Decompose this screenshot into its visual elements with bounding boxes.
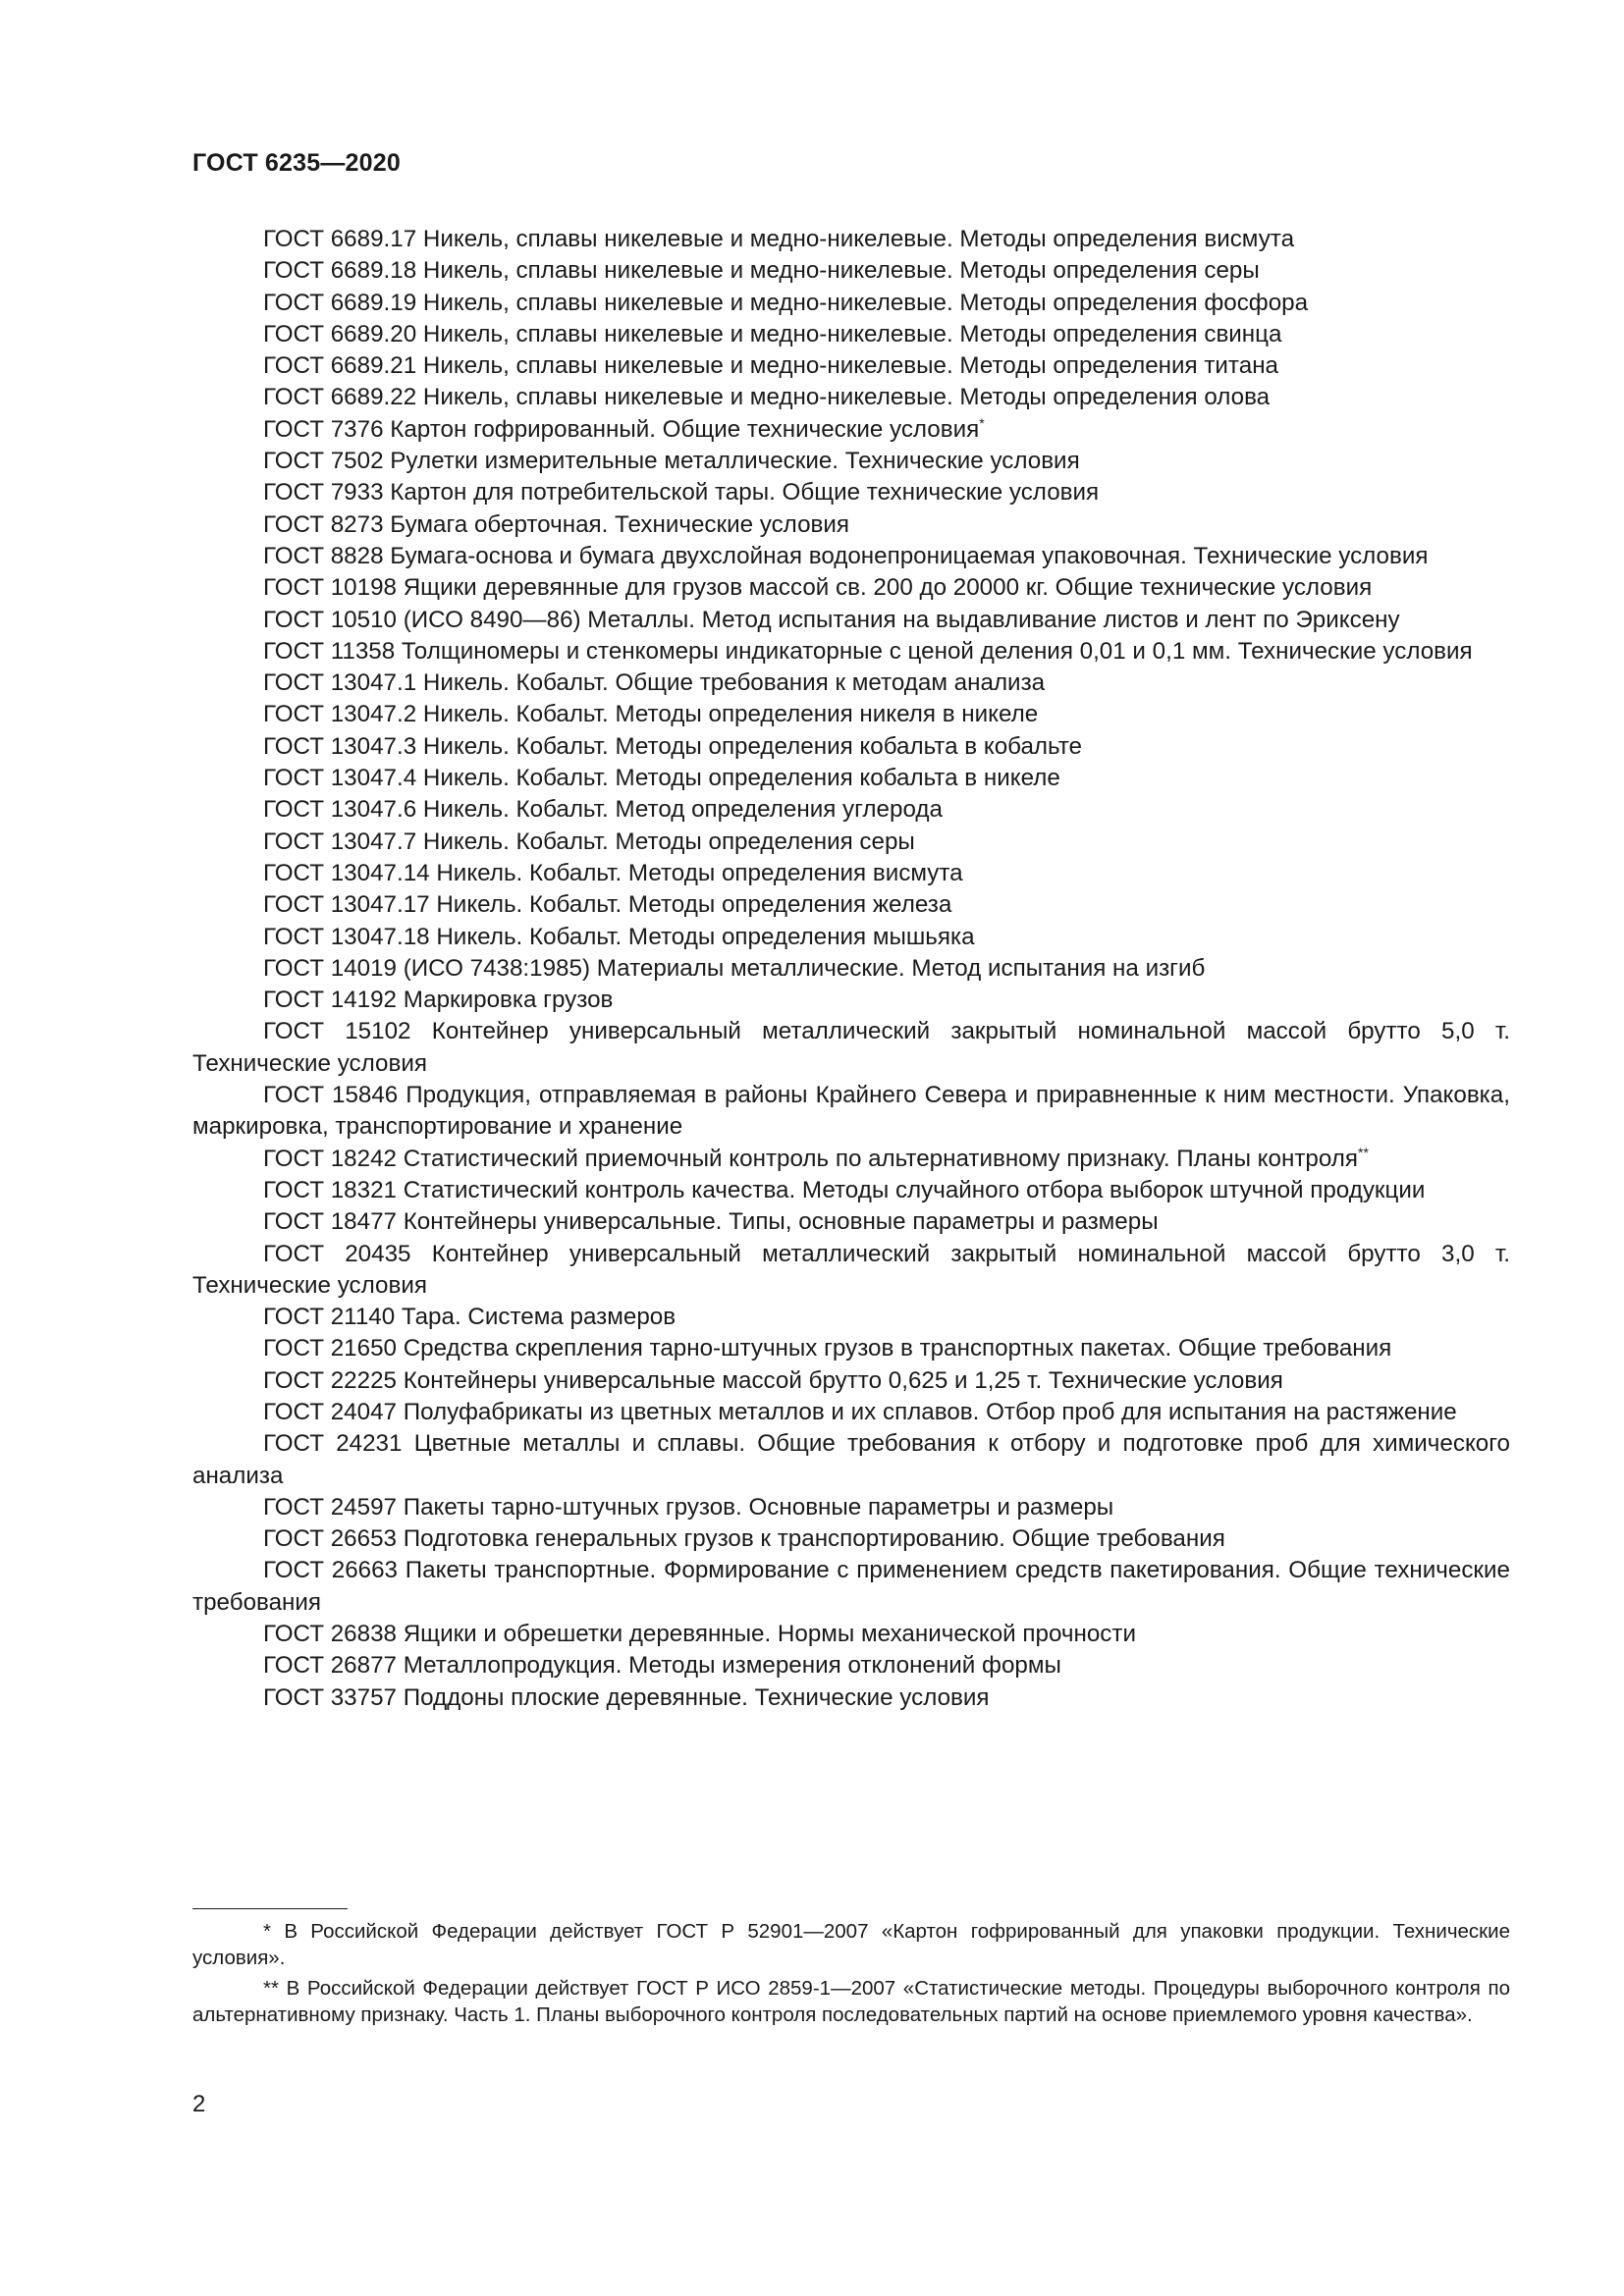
reference-entry	[192, 1619, 1510, 1650]
reference-title: Никель. Кобальт. Методы определения кобальта в никеле	[422, 765, 1060, 792]
reference-code: ГОСТ 26838	[263, 1621, 397, 1648]
reference-code: ГОСТ 13047.3	[263, 732, 417, 760]
footnote-divider	[192, 1908, 348, 1909]
reference-title: Статистический приемочный контроль по альтернативному признаку. Планы контроля	[403, 1145, 1358, 1172]
reference-entry	[192, 541, 1510, 572]
reference-title: Контейнер универсальный металлический закрытый номинальной массой брутто 3,0 т. Технические условия	[192, 1240, 1510, 1299]
footnote-marker: *	[979, 414, 985, 431]
reference-entry	[192, 1206, 1510, 1238]
reference-title: Статистический контроль качества. Методы случайного отбора выборок штучной продукции	[403, 1176, 1426, 1203]
reference-title: Никель, сплавы никелевые и медно-никелевые. Методы определения висмута	[422, 226, 1295, 252]
reference-entry	[192, 288, 1510, 319]
reference-entry	[192, 699, 1510, 730]
reference-code: ГОСТ 24597	[263, 1493, 397, 1521]
reference-title: Металлопродукция. Методы измерения отклонений формы	[403, 1652, 1061, 1680]
reference-code: ГОСТ 6689.21	[263, 352, 417, 380]
reference-code: ГОСТ 13047.1	[263, 669, 417, 697]
reference-entry	[192, 1682, 1510, 1714]
reference-entry	[192, 350, 1510, 382]
reference-entry	[192, 889, 1510, 921]
reference-title: Поддоны плоские деревянные. Технические условия	[403, 1683, 990, 1711]
reference-code: ГОСТ 13047.18	[263, 923, 430, 950]
reference-code: ГОСТ 14019	[263, 954, 397, 982]
reference-code: ГОСТ 13047.7	[263, 828, 417, 855]
reference-code: ГОСТ 10510	[263, 606, 397, 633]
reference-title: Бумага оберточная. Технические условия	[390, 510, 849, 538]
reference-code: ГОСТ 8273	[263, 510, 384, 538]
reference-code: ГОСТ 10198	[263, 574, 397, 602]
reference-entry	[192, 763, 1510, 794]
reference-title: Никель. Кобальт. Методы определения мышьяка	[436, 923, 975, 950]
reference-entry	[192, 858, 1510, 889]
reference-code: ГОСТ 13047.4	[263, 765, 417, 792]
reference-entry	[192, 414, 1510, 446]
reference-entry	[192, 1523, 1510, 1555]
reference-code: ГОСТ 6689.17	[263, 226, 417, 252]
normative-references-list	[192, 224, 1510, 1714]
reference-entry	[192, 922, 1510, 953]
reference-title: Никель, сплавы никелевые и медно-никелевые. Методы определения свинца	[422, 320, 1282, 347]
reference-title: Цветные металлы и сплавы. Общие требования к отбору и подготовке проб для химического анализа	[192, 1430, 1510, 1489]
reference-code: ГОСТ 15102	[263, 1018, 411, 1045]
reference-title: Никель. Кобальт. Метод определения углерода	[422, 796, 943, 824]
reference-code: ГОСТ 6689.22	[263, 384, 417, 411]
reference-title: Никель, сплавы никелевые и медно-никелевые. Методы определения олова	[422, 384, 1271, 411]
reference-entry	[192, 794, 1510, 826]
reference-title: (ИСО 7438:1985) Материалы металлические. Метод испытания на изгиб	[403, 954, 1206, 982]
reference-entry	[192, 636, 1510, 667]
document-code-header: ГОСТ 6235—2020	[192, 149, 401, 177]
reference-entry	[192, 1144, 1510, 1175]
reference-entry	[192, 827, 1510, 858]
reference-code: ГОСТ 11358	[263, 637, 396, 665]
reference-title: Никель. Кобальт. Методы определения никеля в никеле	[422, 701, 1039, 728]
reference-code: ГОСТ 8828	[263, 542, 384, 569]
reference-title: Маркировка грузов	[403, 987, 614, 1014]
reference-title: Полуфабрикаты из цветных металлов и их сплавов. Отбор проб для испытания на растяжение	[403, 1398, 1457, 1425]
footnote-mark: **	[263, 1977, 279, 2000]
reference-code: ГОСТ 6689.20	[263, 320, 417, 347]
footnote-entry	[192, 1919, 1510, 1971]
reference-title: Никель, сплавы никелевые и медно-никелевые. Методы определения фосфора	[422, 289, 1309, 316]
reference-title: Толщиномеры и стенкомеры индикаторные с ценой деления 0,01 и 0,1 мм. Технические условия	[401, 637, 1473, 665]
reference-code: ГОСТ 14192	[263, 987, 397, 1014]
reference-entry	[192, 509, 1510, 541]
reference-entry	[192, 1333, 1510, 1364]
reference-title: Контейнеры универсальные массой брутто 0,625 и 1,25 т. Технические условия	[403, 1366, 1283, 1394]
reference-code: ГОСТ 24047	[263, 1398, 397, 1425]
reference-entry	[192, 985, 1510, 1016]
reference-entry	[192, 1365, 1510, 1397]
reference-code: ГОСТ 6689.18	[263, 257, 417, 285]
reference-title: Ящики и обрешетки деревянные. Нормы механической прочности	[403, 1621, 1136, 1648]
reference-title: Бумага-основа и бумага двухслойная водонепроницаемая упаковочная. Технические условия	[390, 542, 1429, 569]
footnote-mark: *	[263, 1920, 271, 1943]
reference-entry	[192, 953, 1510, 985]
reference-title: Никель. Кобальт. Методы определения кобальта в кобальте	[422, 732, 1082, 760]
reference-title: Никель, сплавы никелевые и медно-никелевые. Методы определения серы	[422, 257, 1260, 285]
footnote-entry	[192, 1976, 1510, 2028]
reference-title: Никель. Кобальт. Общие требования к методам анализа	[422, 669, 1046, 697]
reference-title: Картон гофрированный. Общие технические условия	[390, 415, 980, 443]
reference-entry	[192, 1428, 1510, 1492]
reference-entry	[192, 605, 1510, 636]
reference-entry	[192, 731, 1510, 763]
reference-entry	[192, 1239, 1510, 1303]
reference-title: Никель. Кобальт. Методы определения серы	[422, 828, 915, 855]
reference-title: Тара. Система размеров	[401, 1304, 677, 1331]
reference-title: Никель, сплавы никелевые и медно-никелевые. Методы определения титана	[422, 352, 1279, 380]
reference-code: ГОСТ 33757	[263, 1683, 397, 1711]
footnote-text: В Российской Федерации действует ГОСТ Р 52901—2007 «Картон гофрированный для упаковки продукции. Технические условия».	[192, 1920, 1510, 1969]
reference-title: Никель. Кобальт. Методы определения железа	[436, 891, 952, 919]
reference-entry	[192, 1650, 1510, 1682]
reference-title: Продукция, отправляемая в районы Крайнего Севера и приравненные к ним местности. Упаковка, маркировка, транспортирование и хранение	[192, 1082, 1510, 1141]
footnote-marker: **	[1358, 1144, 1369, 1160]
reference-entry	[192, 1555, 1510, 1619]
reference-code: ГОСТ 15846	[263, 1082, 399, 1109]
reference-code: ГОСТ 7376	[263, 415, 384, 443]
footnote-text: В Российской Федерации действует ГОСТ Р ИСО 2859-1—2007 «Статистические методы. Процедуры выборочного контроля по альтернативному признаку. Часть 1. Планы выборочного контроля последовательных партий на основе приемлемого уровня качества».	[192, 1977, 1510, 2026]
reference-title: Пакеты тарно-штучных грузов. Основные параметры и размеры	[403, 1493, 1114, 1521]
reference-entry	[192, 1302, 1510, 1333]
reference-entry	[192, 446, 1510, 477]
reference-entry	[192, 255, 1510, 287]
page-number: 2	[192, 2091, 206, 2117]
reference-title: (ИСО 8490—86) Металлы. Метод испытания на выдавливание листов и лент по Эриксену	[403, 606, 1400, 633]
reference-entry	[192, 1492, 1510, 1523]
reference-title: Рулетки измерительные металлические. Технические условия	[390, 448, 1080, 475]
reference-code: ГОСТ 13047.14	[263, 859, 430, 886]
reference-code: ГОСТ 21140	[263, 1304, 396, 1331]
reference-title: Контейнер универсальный металлический закрытый номинальной массой брутто 5,0 т. Технические условия	[192, 1018, 1510, 1077]
reference-entry	[192, 667, 1510, 699]
reference-entry	[192, 1016, 1510, 1080]
reference-code: ГОСТ 13047.6	[263, 796, 417, 824]
reference-entry	[192, 382, 1510, 413]
reference-code: ГОСТ 21650	[263, 1335, 397, 1362]
reference-title: Картон для потребительской тары. Общие технические условия	[390, 479, 1100, 507]
reference-code: ГОСТ 7502	[263, 448, 384, 475]
reference-code: ГОСТ 18477	[263, 1208, 397, 1236]
reference-code: ГОСТ 26877	[263, 1652, 397, 1680]
reference-entry	[192, 1080, 1510, 1144]
reference-title: Ящики деревянные для грузов массой св. 200 до 20000 кг. Общие технические условия	[403, 574, 1373, 602]
reference-entry	[192, 319, 1510, 350]
footnotes	[192, 1919, 1510, 2033]
reference-code: ГОСТ 18242	[263, 1145, 397, 1172]
reference-code: ГОСТ 22225	[263, 1366, 397, 1394]
reference-code: ГОСТ 13047.2	[263, 701, 417, 728]
reference-code: ГОСТ 13047.17	[263, 891, 430, 919]
reference-code: ГОСТ 24231	[263, 1430, 403, 1458]
reference-title: Средства скрепления тарно-штучных грузов в транспортных пакетах. Общие требования	[403, 1335, 1392, 1362]
reference-title: Подготовка генеральных грузов к транспортированию. Общие требования	[403, 1525, 1225, 1553]
reference-title: Никель. Кобальт. Методы определения висмута	[436, 859, 963, 886]
reference-code: ГОСТ 18321	[263, 1176, 397, 1203]
reference-title: Контейнеры универсальные. Типы, основные параметры и размеры	[403, 1208, 1159, 1236]
reference-code: ГОСТ 26653	[263, 1525, 397, 1553]
reference-entry	[192, 572, 1510, 604]
reference-entry	[192, 224, 1510, 255]
reference-entry	[192, 1175, 1510, 1206]
reference-entry	[192, 477, 1510, 508]
reference-code: ГОСТ 6689.19	[263, 289, 417, 316]
reference-title: Пакеты транспортные. Формирование с применением средств пакетирования. Общие технические требования	[192, 1557, 1510, 1616]
reference-code: ГОСТ 7933	[263, 479, 384, 507]
reference-entry	[192, 1397, 1510, 1428]
reference-code: ГОСТ 26663	[263, 1557, 399, 1584]
reference-code: ГОСТ 20435	[263, 1240, 411, 1267]
